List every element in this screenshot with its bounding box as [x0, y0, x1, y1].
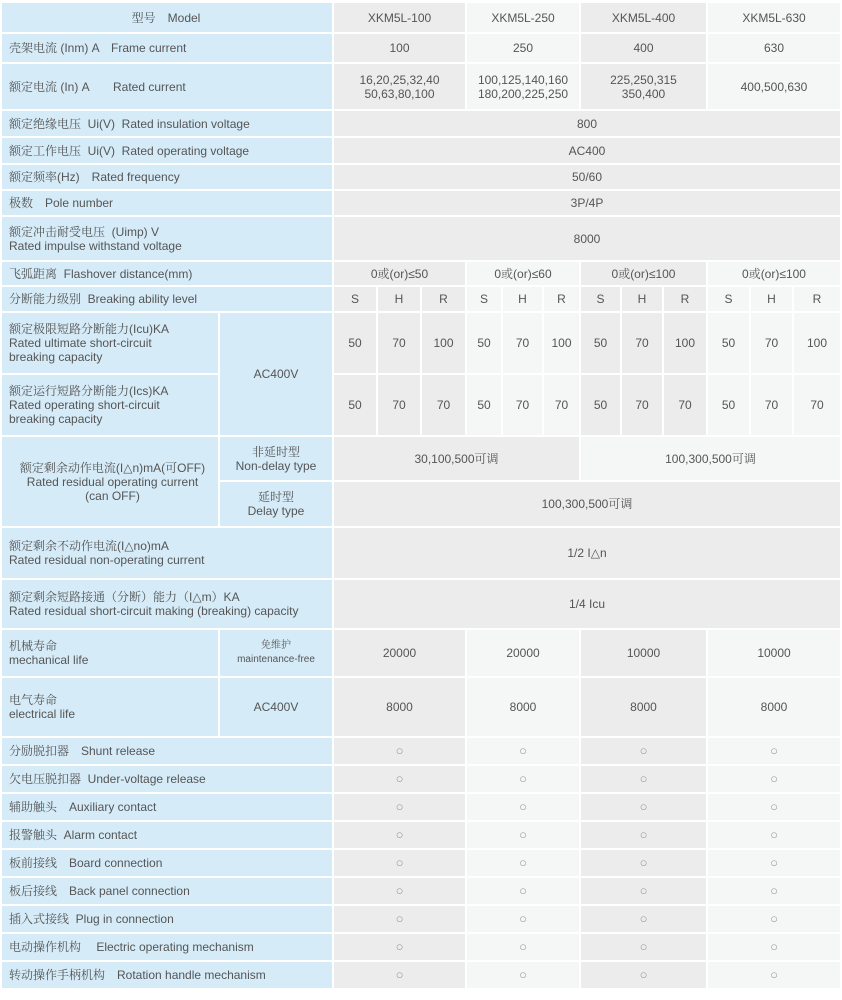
- model-header: XKM5L-630: [708, 3, 840, 32]
- spec-row-frame-current: [2, 34, 840, 62]
- value-cell: 225,250,315 350,400: [581, 64, 706, 109]
- value-cell: 70: [378, 313, 420, 373]
- accessory-label: 转动操作手柄机构 Rotation handle mechanism: [2, 962, 332, 988]
- value-cell: 16,20,25,32,40 50,63,80,100: [334, 64, 465, 109]
- available-circle-icon: ○: [334, 766, 465, 792]
- available-circle-icon: ○: [334, 962, 465, 988]
- accessory-row: [2, 738, 840, 764]
- spec-row-pole_number: [2, 191, 840, 215]
- spec-row-mechanical-life: [2, 630, 840, 676]
- value-cell: AC400: [334, 138, 840, 163]
- row-sub-label: 免维护 maintenance-free: [220, 630, 332, 676]
- value-cell: 70: [503, 313, 542, 373]
- accessory-label: 插入式接线 Plug in connection: [2, 906, 332, 932]
- spec-row-operating_voltage: [2, 138, 840, 163]
- accessory-row: [2, 934, 840, 960]
- available-circle-icon: ○: [708, 962, 840, 988]
- accessory-row: [2, 766, 840, 792]
- row-label: 额定极限短路分断能力(Icu)KA Rated ultimate short-circuit breaking capacity: [2, 313, 218, 373]
- row-label: 额定工作电压 Ui(V) Rated operating voltage: [2, 138, 332, 163]
- value-cell: 70: [751, 375, 792, 435]
- spec-row-rated-current: [2, 64, 840, 109]
- row-sub-label: 延时型 Delay type: [220, 482, 332, 526]
- available-circle-icon: ○: [334, 850, 465, 876]
- available-circle-icon: ○: [334, 738, 465, 764]
- value-cell: 1/2 I△n: [334, 528, 840, 578]
- value-cell: 8000: [334, 217, 840, 260]
- value-cell: 100: [664, 313, 706, 373]
- accessory-label: 辅助触头 Auxiliary contact: [2, 794, 332, 820]
- value-cell: 50: [334, 313, 376, 373]
- available-circle-icon: ○: [581, 962, 706, 988]
- available-circle-icon: ○: [581, 878, 706, 904]
- value-cell: 10000: [581, 630, 706, 676]
- row-sub-label: 非延时型 Non-delay type: [220, 437, 332, 480]
- value-cell: H: [503, 287, 542, 311]
- value-cell: 70: [664, 375, 706, 435]
- available-circle-icon: ○: [467, 766, 579, 792]
- value-cell: 50: [581, 375, 620, 435]
- value-cell: 100,125,140,160 180,200,225,250: [467, 64, 579, 109]
- row-label: 额定绝缘电压 Ui(V) Rated insulation voltage: [2, 111, 332, 136]
- model-header: XKM5L-250: [467, 3, 579, 32]
- value-cell: 70: [544, 375, 579, 435]
- row-label: 飞弧距离 Flashover distance(mm): [2, 262, 332, 285]
- accessory-row: [2, 850, 840, 876]
- spec-row-residual_non_operating: [2, 528, 840, 578]
- value-cell: 50/60: [334, 165, 840, 189]
- spec-row-residual_making: [2, 580, 840, 628]
- available-circle-icon: ○: [334, 822, 465, 848]
- row-sub-label: AC400V: [220, 678, 332, 736]
- available-circle-icon: ○: [467, 738, 579, 764]
- model-header-label: 型号 Model: [2, 3, 332, 32]
- value-cell: S: [467, 287, 501, 311]
- accessory-row: [2, 794, 840, 820]
- spec-row-insulation_voltage: [2, 111, 840, 136]
- value-cell: S: [708, 287, 749, 311]
- value-cell: 100: [422, 313, 465, 373]
- row-label: 分断能力级别 Breaking ability level: [2, 287, 332, 311]
- value-cell: 70: [751, 313, 792, 373]
- model-header: XKM5L-100: [334, 3, 465, 32]
- available-circle-icon: ○: [334, 878, 465, 904]
- row-label: 额定运行短路分断能力(Ics)KA Rated operating short-circuit breaking capacity: [2, 375, 218, 435]
- available-circle-icon: ○: [581, 794, 706, 820]
- value-cell: 0或(or)≤60: [467, 262, 579, 285]
- available-circle-icon: ○: [581, 766, 706, 792]
- value-cell: H: [751, 287, 792, 311]
- value-cell: 0或(or)≤50: [334, 262, 465, 285]
- available-circle-icon: ○: [334, 794, 465, 820]
- value-cell: 50: [581, 313, 620, 373]
- available-circle-icon: ○: [334, 934, 465, 960]
- available-circle-icon: ○: [581, 850, 706, 876]
- value-cell: 20000: [334, 630, 465, 676]
- value-cell: 3P/4P: [334, 191, 840, 215]
- value-cell: 250: [467, 34, 579, 62]
- available-circle-icon: ○: [581, 738, 706, 764]
- spec-row-electrical-life: [2, 678, 840, 736]
- accessory-label: 电动操作机构 Electric operating mechanism: [2, 934, 332, 960]
- available-circle-icon: ○: [708, 906, 840, 932]
- value-cell: 50: [467, 313, 501, 373]
- value-cell: S: [581, 287, 620, 311]
- accessory-label: 分励脱扣器 Shunt release: [2, 738, 332, 764]
- value-cell: 10000: [708, 630, 840, 676]
- available-circle-icon: ○: [708, 934, 840, 960]
- available-circle-icon: ○: [467, 934, 579, 960]
- row-label: 壳架电流 (Inm) A Frame current: [2, 34, 332, 62]
- row-label: 机械寿命 mechanical life: [2, 630, 218, 676]
- available-circle-icon: ○: [581, 934, 706, 960]
- header-row: [2, 3, 840, 32]
- specification-table: [0, 1, 842, 990]
- value-cell: 400: [581, 34, 706, 62]
- available-circle-icon: ○: [467, 850, 579, 876]
- value-cell: 70: [503, 375, 542, 435]
- value-cell: S: [334, 287, 376, 311]
- row-label: 额定剩余短路接通（分断）能力（I△m）KA Rated residual short-circuit making (breaking) capacity: [2, 580, 332, 628]
- value-cell: 50: [467, 375, 501, 435]
- value-cell: 100: [334, 34, 465, 62]
- available-circle-icon: ○: [581, 822, 706, 848]
- spec-row-icu: [2, 313, 840, 373]
- value-cell: 630: [708, 34, 840, 62]
- accessory-label: 板前接线 Board connection: [2, 850, 332, 876]
- value-cell: 100,300,500可调: [334, 482, 840, 526]
- spec-row-ics: [2, 375, 840, 435]
- spec-row-frequency: [2, 165, 840, 189]
- available-circle-icon: ○: [467, 906, 579, 932]
- value-cell: 8000: [708, 678, 840, 736]
- accessory-row: [2, 822, 840, 848]
- available-circle-icon: ○: [708, 878, 840, 904]
- model-header: XKM5L-400: [581, 3, 706, 32]
- accessory-row: [2, 878, 840, 904]
- value-cell: 30,100,500可调: [334, 437, 579, 480]
- value-cell: 400,500,630: [708, 64, 840, 109]
- value-cell: H: [622, 287, 662, 311]
- accessory-label: 报警触头 Alarm contact: [2, 822, 332, 848]
- value-cell: 0或(or)≤100: [708, 262, 840, 285]
- value-cell: 1/4 Icu: [334, 580, 840, 628]
- available-circle-icon: ○: [581, 906, 706, 932]
- value-cell: 70: [622, 375, 662, 435]
- available-circle-icon: ○: [708, 822, 840, 848]
- spec-row-residual-non-delay: [2, 437, 840, 480]
- row-label: 额定剩余不动作电流(I△no)mA Rated residual non-operating current: [2, 528, 332, 578]
- value-cell: 50: [708, 375, 749, 435]
- value-cell: R: [422, 287, 465, 311]
- value-cell: 50: [708, 313, 749, 373]
- spec-row-flashover: [2, 262, 840, 285]
- value-cell: 70: [794, 375, 840, 435]
- value-cell: R: [544, 287, 579, 311]
- available-circle-icon: ○: [334, 906, 465, 932]
- row-sub-label: AC400V: [220, 313, 332, 435]
- value-cell: 50: [334, 375, 376, 435]
- spec-row-impulse_voltage: [2, 217, 840, 260]
- value-cell: 0或(or)≤100: [581, 262, 706, 285]
- available-circle-icon: ○: [708, 766, 840, 792]
- available-circle-icon: ○: [708, 794, 840, 820]
- available-circle-icon: ○: [467, 794, 579, 820]
- available-circle-icon: ○: [708, 850, 840, 876]
- accessory-row: [2, 906, 840, 932]
- accessory-label: 欠电压脱扣器 Under-voltage release: [2, 766, 332, 792]
- spec-row-breaking-level: [2, 287, 840, 311]
- value-cell: 20000: [467, 630, 579, 676]
- value-cell: 100: [544, 313, 579, 373]
- accessory-row: [2, 962, 840, 988]
- value-cell: 100,300,500可调: [581, 437, 840, 480]
- accessory-label: 板后接线 Back panel connection: [2, 878, 332, 904]
- row-label: 极数 Pole number: [2, 191, 332, 215]
- value-cell: R: [794, 287, 840, 311]
- available-circle-icon: ○: [467, 822, 579, 848]
- value-cell: 70: [622, 313, 662, 373]
- value-cell: 8000: [334, 678, 465, 736]
- row-label: 额定剩余动作电流(I△n)mA(可OFF) Rated residual operating current (can OFF): [2, 437, 218, 526]
- available-circle-icon: ○: [467, 878, 579, 904]
- value-cell: 70: [378, 375, 420, 435]
- row-label: 额定冲击耐受电压 (Uimp) V Rated impulse withstand voltage: [2, 217, 332, 260]
- row-label: 电气寿命 electrical life: [2, 678, 218, 736]
- value-cell: 100: [794, 313, 840, 373]
- available-circle-icon: ○: [467, 962, 579, 988]
- value-cell: 800: [334, 111, 840, 136]
- value-cell: 70: [422, 375, 465, 435]
- available-circle-icon: ○: [708, 738, 840, 764]
- row-label: 额定电流 (In) A Rated current: [2, 64, 332, 109]
- row-label: 额定频率(Hz) Rated frequency: [2, 165, 332, 189]
- value-cell: 8000: [581, 678, 706, 736]
- value-cell: 8000: [467, 678, 579, 736]
- value-cell: R: [664, 287, 706, 311]
- value-cell: H: [378, 287, 420, 311]
